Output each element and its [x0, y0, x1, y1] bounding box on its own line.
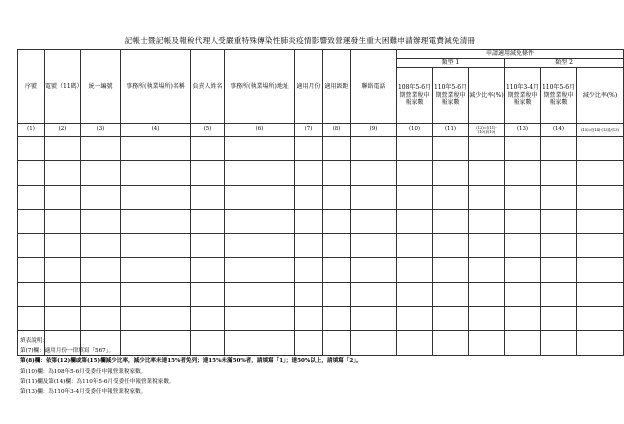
entry-cell[interactable]	[351, 258, 397, 282]
entry-cell[interactable]	[541, 331, 577, 355]
entry-cell[interactable]	[295, 209, 323, 233]
header-cell: 110年3-4月期營業稅申報家數	[505, 68, 541, 124]
entry-cell[interactable]	[469, 185, 505, 209]
entry-cell[interactable]	[18, 161, 45, 185]
header-cell: 減少比率(%)	[469, 68, 505, 124]
entry-cell[interactable]	[351, 209, 397, 233]
table-row	[18, 161, 624, 185]
entry-cell[interactable]	[18, 258, 45, 282]
column-number: (7)	[295, 124, 323, 137]
header-cell: 事務所(執業場所)地址	[225, 50, 295, 124]
entry-cell[interactable]	[191, 137, 225, 161]
entry-cell[interactable]	[541, 209, 577, 233]
entry-cell[interactable]	[397, 258, 433, 282]
entry-cell[interactable]	[469, 209, 505, 233]
column-number: (6)	[225, 124, 295, 137]
entry-cell[interactable]	[577, 185, 624, 209]
entry-cell[interactable]	[351, 307, 397, 331]
entry-cell[interactable]	[397, 331, 433, 355]
entry-cell[interactable]	[505, 234, 541, 258]
entry-cell[interactable]	[323, 258, 351, 282]
entry-cell[interactable]	[397, 209, 433, 233]
entry-cell[interactable]	[295, 234, 323, 258]
header-cell: 統一編號	[81, 50, 121, 124]
column-number: (3)	[81, 124, 121, 137]
entry-cell[interactable]	[323, 209, 351, 233]
entry-cell[interactable]	[351, 137, 397, 161]
entry-cell[interactable]	[433, 331, 469, 355]
table-row	[18, 137, 624, 161]
entry-cell[interactable]	[541, 161, 577, 185]
entry-cell[interactable]	[433, 234, 469, 258]
entry-cell[interactable]	[45, 234, 81, 258]
instruction-line: 第(10)欄：為108年5-6月受委任申報營業稅家數。	[20, 368, 147, 375]
application-form-table	[17, 49, 624, 356]
entry-cell[interactable]	[225, 234, 295, 258]
entry-cell[interactable]	[469, 331, 505, 355]
entry-cell[interactable]	[295, 282, 323, 306]
table-row	[18, 282, 624, 306]
entry-cell[interactable]	[469, 258, 505, 282]
instruction-line: 第(8)欄：依第(12)欄或第(15)欄減少比率，減少比率未達15%者免列；達15%未滿50%者，請填寫「1」；達50%以上，請填寫「2」。	[20, 358, 362, 365]
entry-cell[interactable]	[45, 282, 81, 306]
entry-cell[interactable]	[81, 282, 121, 306]
entry-cell[interactable]	[351, 185, 397, 209]
entry-cell[interactable]	[577, 331, 624, 355]
table-row	[18, 209, 624, 233]
entry-cell[interactable]	[577, 282, 624, 306]
column-number: (5)	[191, 124, 225, 137]
entry-cell[interactable]	[541, 307, 577, 331]
column-number: (9)	[351, 124, 397, 137]
entry-cell[interactable]	[81, 234, 121, 258]
entry-cell[interactable]	[81, 137, 121, 161]
entry-cell[interactable]	[121, 137, 191, 161]
header-cell: 減少比率(%)	[577, 68, 624, 124]
type2-header: 類型 2	[505, 59, 624, 68]
entry-cell[interactable]	[121, 307, 191, 331]
entry-cell[interactable]	[505, 137, 541, 161]
instruction-line: 第(13)欄：為110年3-4月受委任申報營業稅家數。	[20, 389, 147, 396]
header-cell: 110年5-6月期營業稅申報家數	[433, 68, 469, 124]
instructions-heading: 填表說明：	[20, 338, 48, 344]
entry-cell[interactable]	[18, 185, 45, 209]
entry-cell[interactable]	[433, 185, 469, 209]
entry-cell[interactable]	[295, 307, 323, 331]
entry-cell[interactable]	[18, 234, 45, 258]
entry-cell[interactable]	[541, 137, 577, 161]
entry-cell[interactable]	[351, 282, 397, 306]
entry-cell[interactable]	[225, 258, 295, 282]
entry-cell[interactable]	[577, 258, 624, 282]
entry-cell[interactable]	[121, 282, 191, 306]
entry-cell[interactable]	[433, 209, 469, 233]
entry-cell[interactable]	[469, 307, 505, 331]
entry-cell[interactable]	[45, 209, 81, 233]
header-cell: 序號	[18, 50, 45, 124]
entry-cell[interactable]	[191, 307, 225, 331]
header-cell: 108年5-6月期營業稅申報家數	[397, 68, 433, 124]
entry-cell[interactable]	[397, 307, 433, 331]
entry-cell[interactable]	[433, 282, 469, 306]
entry-cell[interactable]	[577, 307, 624, 331]
entry-cell[interactable]	[191, 161, 225, 185]
entry-cell[interactable]	[121, 185, 191, 209]
column-number: (4)	[121, 124, 191, 137]
header-cell: 適用月份	[295, 50, 323, 124]
entry-cell[interactable]	[81, 185, 121, 209]
column-number: (11)	[433, 124, 469, 137]
table-row	[18, 234, 624, 258]
entry-cell[interactable]	[121, 234, 191, 258]
table-row	[18, 258, 624, 282]
entry-cell[interactable]	[397, 185, 433, 209]
instruction-line: 第(7)欄：適用月份一律填寫「567」。	[20, 348, 115, 355]
entry-cell[interactable]	[541, 234, 577, 258]
entry-cell[interactable]	[45, 258, 81, 282]
entry-cell[interactable]	[81, 258, 121, 282]
entry-cell[interactable]	[469, 137, 505, 161]
entry-cell[interactable]	[225, 137, 295, 161]
column-formula: (15)=[(14)-(13)]/(13)	[577, 124, 624, 137]
entry-cell[interactable]	[121, 209, 191, 233]
instruction-line: 第(11)欄及第(14)欄：為110年5-6月受委任申報營業稅家數。	[20, 378, 175, 385]
conditions-group-header: 申請適用減免條件	[397, 50, 624, 59]
entry-cell[interactable]	[577, 209, 624, 233]
column-formula: (12)=[(11)-(10)]/(10)	[469, 124, 505, 137]
entry-cell[interactable]	[191, 282, 225, 306]
entry-cell[interactable]	[225, 185, 295, 209]
entry-cell[interactable]	[81, 161, 121, 185]
entry-cell[interactable]	[577, 137, 624, 161]
header-cell: 聯絡電話	[351, 50, 397, 124]
entry-cell[interactable]	[505, 331, 541, 355]
entry-cell[interactable]	[191, 209, 225, 233]
column-number: (2)	[45, 124, 81, 137]
entry-cell[interactable]	[505, 282, 541, 306]
entry-cell[interactable]	[397, 161, 433, 185]
entry-cell[interactable]	[433, 137, 469, 161]
entry-cell[interactable]	[397, 234, 433, 258]
column-number: (14)	[541, 124, 577, 137]
entry-cell[interactable]	[225, 282, 295, 306]
type1-header: 類型 1	[397, 59, 505, 68]
entry-cell[interactable]	[45, 161, 81, 185]
entry-cell[interactable]	[541, 185, 577, 209]
entry-cell[interactable]	[505, 185, 541, 209]
entry-cell[interactable]	[45, 185, 81, 209]
entry-cell[interactable]	[469, 161, 505, 185]
form-body	[18, 137, 624, 356]
header-cell: 110年5-6月期營業稅申報家數	[541, 68, 577, 124]
entry-cell[interactable]	[469, 234, 505, 258]
entry-cell[interactable]	[45, 137, 81, 161]
entry-cell[interactable]	[323, 137, 351, 161]
entry-cell[interactable]	[323, 307, 351, 331]
header-cell: 適用級距	[323, 50, 351, 124]
entry-cell[interactable]	[295, 137, 323, 161]
entry-cell[interactable]	[541, 258, 577, 282]
entry-cell[interactable]	[121, 258, 191, 282]
entry-cell[interactable]	[18, 307, 45, 331]
entry-cell[interactable]	[323, 282, 351, 306]
entry-cell[interactable]	[191, 234, 225, 258]
entry-cell[interactable]	[121, 161, 191, 185]
entry-cell[interactable]	[295, 185, 323, 209]
entry-cell[interactable]	[18, 137, 45, 161]
entry-cell[interactable]	[225, 209, 295, 233]
entry-cell[interactable]	[541, 282, 577, 306]
entry-cell[interactable]	[433, 307, 469, 331]
entry-cell[interactable]	[323, 234, 351, 258]
entry-cell[interactable]	[18, 209, 45, 233]
entry-cell[interactable]	[469, 282, 505, 306]
entry-cell[interactable]	[433, 161, 469, 185]
entry-cell[interactable]	[505, 161, 541, 185]
entry-cell[interactable]	[351, 161, 397, 185]
entry-cell[interactable]	[191, 185, 225, 209]
instructions	[20, 336, 362, 397]
entry-cell[interactable]	[18, 282, 45, 306]
column-number: (1)	[18, 124, 45, 137]
page-title: 記帳士暨記帳及報稅代理人受嚴重特殊傳染性肺炎疫情影響致營運發生重大困難申請辦理電費減免清冊	[124, 36, 476, 45]
header-cell: 電號（11碼）	[45, 50, 81, 124]
entry-cell[interactable]	[225, 307, 295, 331]
entry-cell[interactable]	[81, 209, 121, 233]
table-row	[18, 307, 624, 331]
header-cell: 負責人姓名	[191, 50, 225, 124]
entry-cell[interactable]	[81, 307, 121, 331]
entry-cell[interactable]	[323, 161, 351, 185]
entry-cell[interactable]	[351, 234, 397, 258]
entry-cell[interactable]	[45, 307, 81, 331]
entry-cell[interactable]	[577, 161, 624, 185]
entry-cell[interactable]	[295, 161, 323, 185]
column-number: (10)	[397, 124, 433, 137]
entry-cell[interactable]	[295, 258, 323, 282]
entry-cell[interactable]	[505, 307, 541, 331]
header-cell: 事務所(執業場所)名稱	[121, 50, 191, 124]
entry-cell[interactable]	[225, 161, 295, 185]
table-row	[18, 185, 624, 209]
entry-cell[interactable]	[397, 282, 433, 306]
column-number: (8)	[323, 124, 351, 137]
entry-cell[interactable]	[505, 258, 541, 282]
entry-cell[interactable]	[505, 209, 541, 233]
entry-cell[interactable]	[191, 258, 225, 282]
entry-cell[interactable]	[577, 234, 624, 258]
entry-cell[interactable]	[323, 185, 351, 209]
entry-cell[interactable]	[433, 258, 469, 282]
entry-cell[interactable]	[397, 137, 433, 161]
column-number: (13)	[505, 124, 541, 137]
